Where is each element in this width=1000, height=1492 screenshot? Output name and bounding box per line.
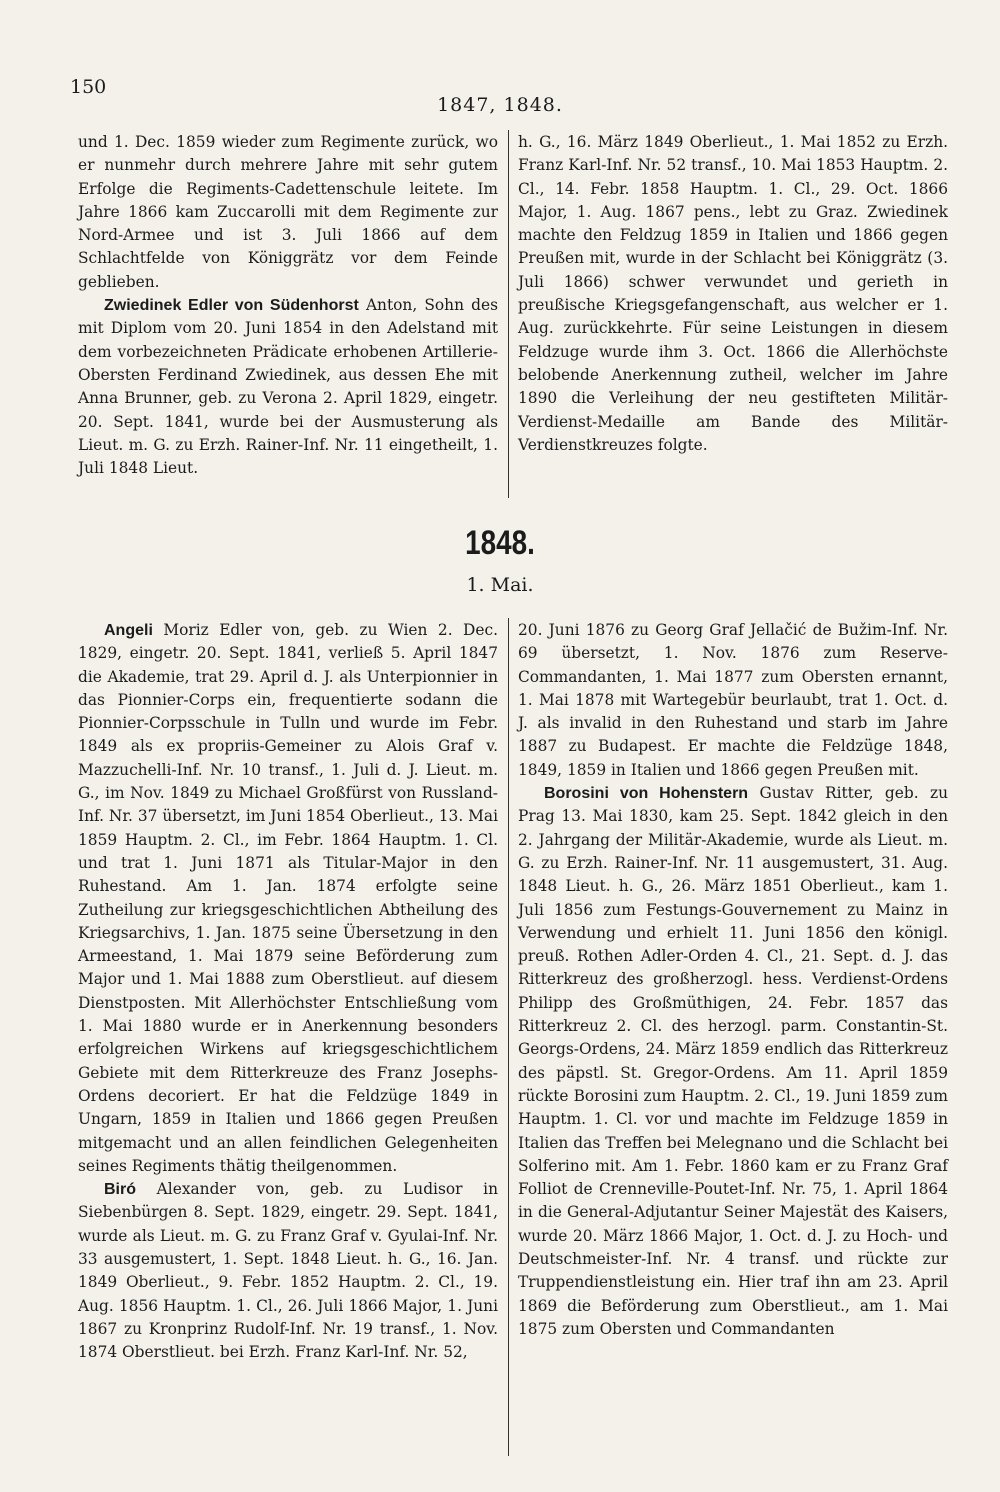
page-number: 150 [70,76,107,98]
bottom-right-column [518,619,948,1341]
entry-name: Angeli [104,622,153,639]
entry-name: Biró [104,1181,136,1199]
entry-name: Borosini von Hohenstern [544,785,749,803]
paragraph: h. G., 16. März 1849 Oberlieut., 1. Mai 1852 zu Erzh. Franz Karl-Inf. Nr. 52 transf., 10. Mai 1853 Hauptm. 2. Cl., 14. Febr. 1858 Hauptm. 1. Cl., 29. Oct. 1866 Major, 1. Aug. 1867 pens., lebt zu Graz. Zwiedinek machte den Feldzug 1859 in Italien und 1866 gegen Preußen mit, wurde in der Schlacht bei Königgrätz (3. Juli 1866) schwer verwundet und gerieth in preußische Kriegsgefangenschaft, aus welcher er 1. Aug. zurückkehrte. Für seine Leistungen in diesem Feldzuge wurde ihm 3. Oct. 1866 die Allerhöchste belobende Anerkennung zutheil, welcher im Jahre 1890 die Verleihung der neu gestifteten Militär-Verdienst-Medaille am Bande des Militär-Verdienstkreuzes folgte. [518,133,948,454]
entry-text: Moriz Edler von, geb. zu Wien 2. Dec. 1829, eingetr. 20. Sept. 1841, verließ 5. April 1847 die Akademie, trat 29. April d. J. als Unterpionnier in das Pionnier-Corps ein, frequentierte sodann die Pionnier-Corpsschule in Tulln und wurde im Febr. 1849 als ex propriis-Gemeiner zu Alois Graf v. Mazzuchelli-Inf. Nr. 10 transf., 1. Juli d. J. Lieut. m. G., im Nov. 1849 zu Michael Großfürst von Russland-Inf. Nr. 37 übersetzt, im Juni 1854 Oberlieut., 13. Mai 1859 Hauptm. 2. Cl., im Febr. 1864 Hauptm. 1. Cl. und trat 1. Juni 1871 als Titular-Major in den Ruhestand. Am 1. Jan. 1874 erfolgte seine Zutheilung zur kriegsgeschichtlichen Abtheilung des Kriegsarchivs, 1. Jan. 1875 seine Übersetzung in den Armeestand, 1. Mai 1879 seine Beförderung zum Major und 1. Mai 1888 zum Oberstlieut. auf diesem Dienstposten. Mit Allerhöchster Entschließung vom 1. Mai 1880 wurde er in Anerkennung besonders erfolgreichen Wirkens auf kriegsgeschichtlichem Gebiete mit dem Ritterkreuze des Franz Josephs-Ordens decoriert. Er hat die Feldzüge 1849 in Ungarn, 1859 in Italien und 1866 gegen Preußen mitgemacht und an allen feindlichen Gelegenheiten seines Regiments thätig theilgenommen. [78,621,498,1175]
column-rule-bottom [508,618,509,1456]
entry-biro [78,1178,498,1364]
running-head: 1847, 1848. [437,94,563,116]
entry-text: Anton, Sohn des mit Diplom vom 20. Juni 1854 in den Adelstand mit dem vorbezeichneten Prädicate erhobenen Artillerie-Obersten Ferdinand Zwiedinek, aus dessen Ehe mit Anna Brunner, geb. zu Verona 2. April 1829, eingetr. 20. Sept. 1841, wurde bei der Ausmusterung als Lieut. m. G. zu Erzh. Rainer-Inf. Nr. 11 eingetheilt, 1. Juli 1848 Lieut. [78,296,498,478]
entry-borosini [518,782,948,1341]
top-right-column [518,131,948,457]
column-rule-top [508,130,509,498]
section-year: 1848. [465,524,535,562]
section-date: 1. Mai. [466,574,534,596]
paragraph: 20. Juni 1876 zu Georg Graf Jellačić de Bužim-Inf. Nr. 69 übersetzt, 1. Nov. 1876 zum Reserve-Commandanten, 1. Mai 1877 zum Obersten ernannt, 1. Mai 1878 mit Wartegebür beurlaubt, trat 1. Oct. d. J. als invalid in den Ruhestand und starb im Jahre 1887 zu Budapest. Er machte die Feldzüge 1848, 1849, 1859 in Italien und 1866 gegen Preußen mit. [518,621,948,779]
entry-angeli [78,619,498,1178]
entry-zwiedinek [78,294,498,480]
entry-text: Alexander von, geb. zu Ludisor in Siebenbürgen 8. Sept. 1829, eingetr. 29. Sept. 1841, wurde als Lieut. m. G. zu Franz Graf v. Gyulai-Inf. Nr. 33 ausgemustert, 1. Sept. 1848 Lieut. h. G., 16. Jan. 1849 Oberlieut., 9. Febr. 1852 Hauptm. 2. Cl., 19. Aug. 1856 Hauptm. 1. Cl., 26. Juli 1866 Major, 1. Juni 1867 zu Kronprinz Rudolf-Inf. Nr. 19 transf., 1. Nov. 1874 Oberstlieut. bei Erzh. Franz Karl-Inf. Nr. 52, [78,1180,498,1362]
entry-text: Gustav Ritter, geb. zu Prag 13. Mai 1830, kam 25. Sept. 1842 gleich in den 2. Jahrgang der Militär-Akademie, wurde als Lieut. m. G. zu Erzh. Rainer-Inf. Nr. 11 ausgemustert, 31. Aug. 1848 Lieut. h. G., 26. März 1851 Oberlieut., kam 1. Juli 1856 zum Festungs-Gouvernement zu Mainz in Verwendung und erhielt 11. Juni 1856 den königl. preuß. Rothen Adler-Orden 4. Cl., 21. Sept. d. J. das Ritterkreuz des großherzogl. hess. Verdienst-Ordens Philipp des Großmüthigen, 24. Febr. 1857 das Ritterkreuz 2. Cl. des herzogl. parm. Constantin-St. Georgs-Ordens, 24. März 1859 endlich das Ritterkreuz des päpstl. St. Gregor-Ordens. Am 11. April 1859 rückte Borosini zum Hauptm. 2. Cl., 19. Juni 1859 zum Hauptm. 1. Cl. vor und machte im Feldzuge 1859 in Italien das Treffen bei Melegnano und die Schlacht bei Solferino mit. Am 1. Febr. 1860 kam er zu Franz Graf Folliot de Crenneville-Poutet-Inf. Nr. 75, 1. April 1864 in die General-Adjutantur Seiner Majestät des Kaisers, wurde 20. März 1866 Major, 1. Oct. d. J. zu Hoch- und Deutschmeister-Inf. Nr. 4 transf. und rückte zur Truppendienstleistung ein. Hier traf ihn am 23. April 1869 die Beförderung zum Oberstlieut., am 1. Mai 1875 zum Obersten und Commandanten [518,784,948,1338]
bottom-left-column [78,619,498,1365]
paragraph: und 1. Dec. 1859 wieder zum Regimente zurück, wo er nunmehr durch mehrere Jahre mit sehr gutem Erfolge die Regiments-Cadettenschule leitete. Im Jahre 1866 kam Zuccarolli mit dem Regimente zur Nord-Armee und ist 3. Juli 1866 auf dem Schlachtfelde von Königgrätz vor dem Feinde geblieben. [78,133,498,291]
top-left-column [78,131,498,480]
entry-name: Zwiedinek Edler von Südenhorst [104,297,359,315]
